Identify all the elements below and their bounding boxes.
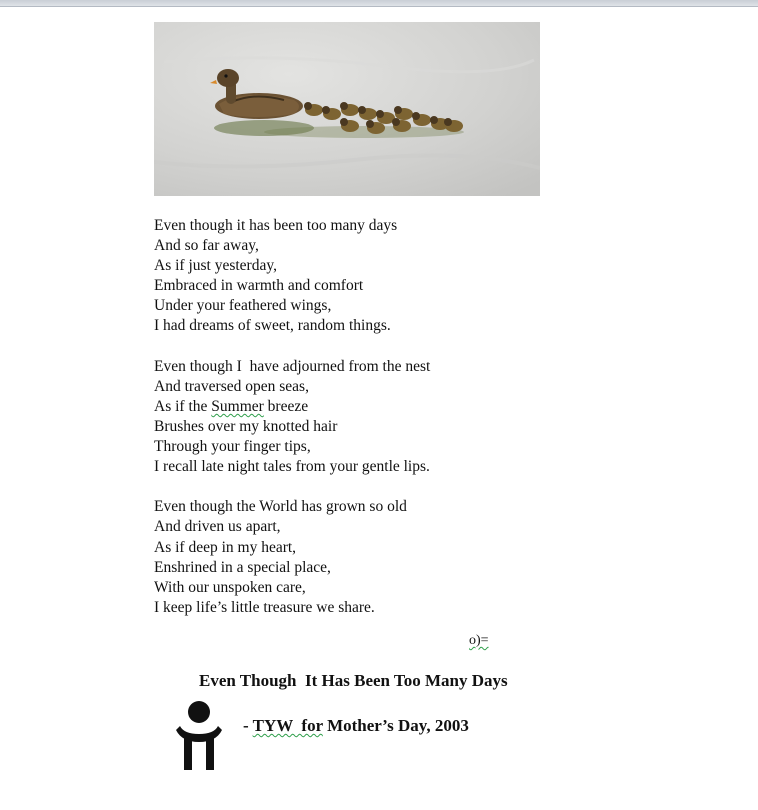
poem-line: Even though it has been too many days [154, 217, 398, 234]
poem-title: Even Though It Has Been Too Many Days [199, 671, 508, 690]
attribution-line [243, 716, 469, 736]
poem-line: As if deep in my heart, [154, 538, 297, 556]
window-top-edge [0, 0, 758, 7]
person-figure-icon [174, 700, 224, 770]
poem-line: Brushes over my knotted hair [154, 417, 338, 435]
poem-line: And traversed open seas, [154, 377, 309, 395]
poem-line: I had dreams of sweet, random things. [154, 317, 391, 335]
poem-body [154, 216, 430, 638]
poem-line: Even though the World has grown so old [154, 498, 407, 516]
person-figure-logo-icon [174, 700, 224, 770]
poem-line-part: As if the [154, 397, 212, 415]
poem-line: I keep life’s little treasure we share. [154, 598, 375, 616]
poem-line [154, 397, 430, 417]
duck-photo [154, 22, 540, 196]
poem-line: Under your feathered wings, [154, 297, 332, 315]
attribution-prefix: - [243, 716, 253, 735]
poem-line: Even though I have adjourned from the nest [154, 357, 431, 375]
poem-line: And driven us apart, [154, 518, 281, 536]
poem-line: With our unspoken care, [154, 578, 306, 596]
poem-stanza-3 [154, 497, 430, 618]
poem-line: Enshrined in a special place, [154, 558, 331, 576]
poem-stanza-1 [154, 216, 430, 337]
attribution-occasion: Mother’s Day, 2003 [322, 716, 469, 735]
spellcheck-flagged-word: Summer [211, 397, 264, 415]
poem-line: Embraced in warmth and comfort [154, 277, 364, 295]
poem-stanza-2 [154, 357, 430, 478]
emoticon-text: o)= [469, 633, 489, 648]
duck-family-image [154, 22, 540, 196]
poem-line-part: breeze [263, 397, 309, 415]
attribution-author: TYW for [252, 716, 323, 735]
poem-line: Through your finger tips, [154, 438, 311, 456]
poem-line: As if just yesterday, [154, 257, 277, 275]
poem-line: And so far away, [154, 237, 259, 255]
poem-line: I recall late night tales from your gentle lips. [154, 458, 430, 476]
